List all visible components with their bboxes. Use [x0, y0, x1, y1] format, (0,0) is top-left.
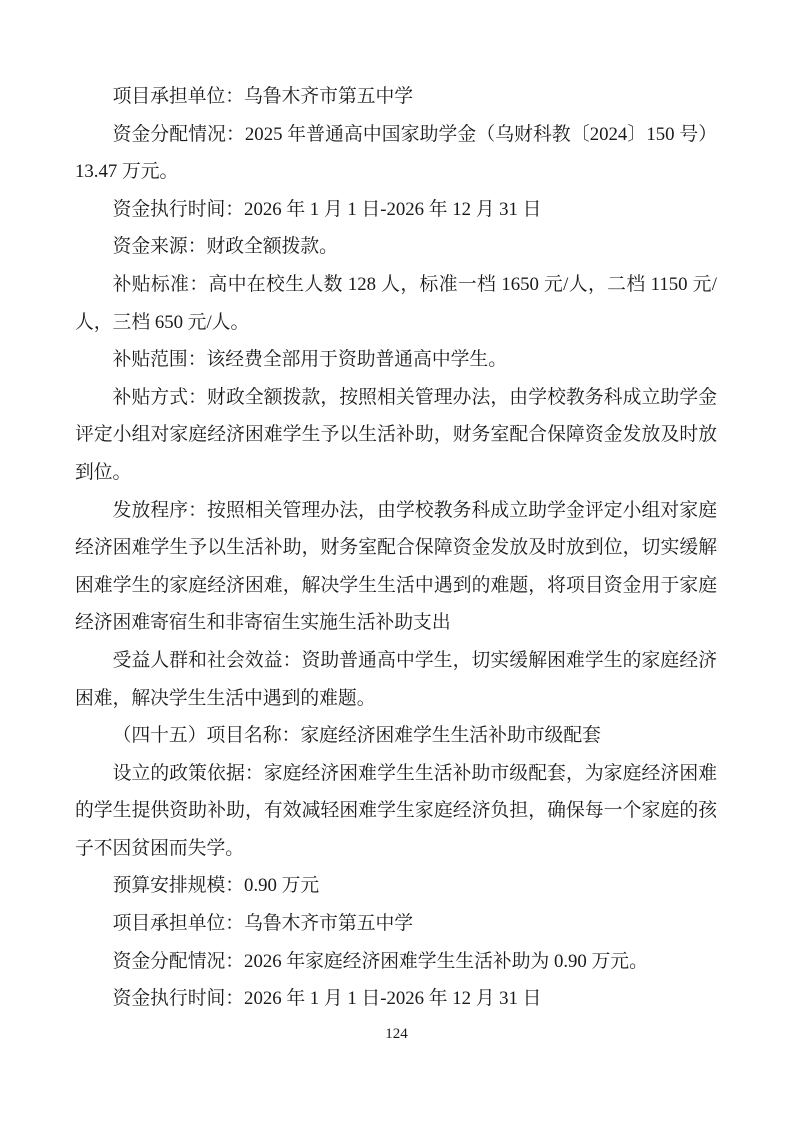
- page-number: 124: [385, 1026, 408, 1042]
- paragraph-policy-basis: 设立的政策依据：家庭经济困难学生生活补助市级配套，为家庭经济困难的学生提供资助补助，有效减轻困难学生家庭经济负担，确保每一个家庭的孩子不因贫困而失学。: [75, 762, 717, 859]
- paragraph-budget-scale: 预算安排规模：0.90 万元: [112, 875, 320, 897]
- paragraph-fund-allocation-2: 资金分配情况：2026 年家庭经济困难学生生活补助为 0.90 万元。: [112, 950, 648, 972]
- paragraph-project-unit-2: 项目承担单位：乌鲁木齐市第五中学: [112, 913, 414, 935]
- paragraph-beneficiaries-social-benefit: 受益人群和社会效益：资助普通高中学生，切实缓解困难学生的家庭经济困难，解决学生生活中遇到的难题。: [75, 649, 717, 709]
- paragraph-project-45-name: （四十五）项目名称：家庭经济困难学生生活补助市级配套: [112, 725, 601, 747]
- paragraph-fund-allocation: 资金分配情况：2025 年普通高中国家助学金（乌财科教〔2024〕150 号）13.47 万元。: [75, 123, 717, 183]
- paragraph-fund-execution-time-2: 资金执行时间：2026 年 1 月 1 日-2026 年 12 月 31 日: [112, 988, 542, 1010]
- paragraph-subsidy-scope: 补贴范围：该经费全部用于资助普通高中学生。: [112, 349, 507, 371]
- paragraph-fund-source: 资金来源：财政全额拨款。: [112, 236, 338, 258]
- paragraph-project-unit: 项目承担单位：乌鲁木齐市第五中学: [112, 86, 414, 107]
- paragraph-disbursement-procedure: 发放程序：按照相关管理办法，由学校教务科成立助学金评定小组对家庭经济困难学生予以生活补助，财务室配合保障资金发放及时放到位，切实缓解困难学生的家庭经济困难，解决学生生活中遇到的难题，将项目资金用于家庭经济困难寄宿生和非寄宿生实施生活补助支出: [75, 499, 717, 634]
- paragraph-subsidy-standard: 补贴标准：高中在校生人数 128 人，标准一档 1650 元/人，二档 1150 元/人，三档 650 元/人。: [75, 273, 717, 333]
- paragraph-fund-execution-time: 资金执行时间：2026 年 1 月 1 日-2026 年 12 月 31 日: [112, 198, 542, 220]
- paragraph-subsidy-method: 补贴方式：财政全额拨款，按照相关管理办法，由学校教务科成立助学金评定小组对家庭经济困难学生予以生活补助，财务室配合保障资金发放及时放到位。: [75, 386, 717, 483]
- page-body: [75, 78, 717, 1018]
